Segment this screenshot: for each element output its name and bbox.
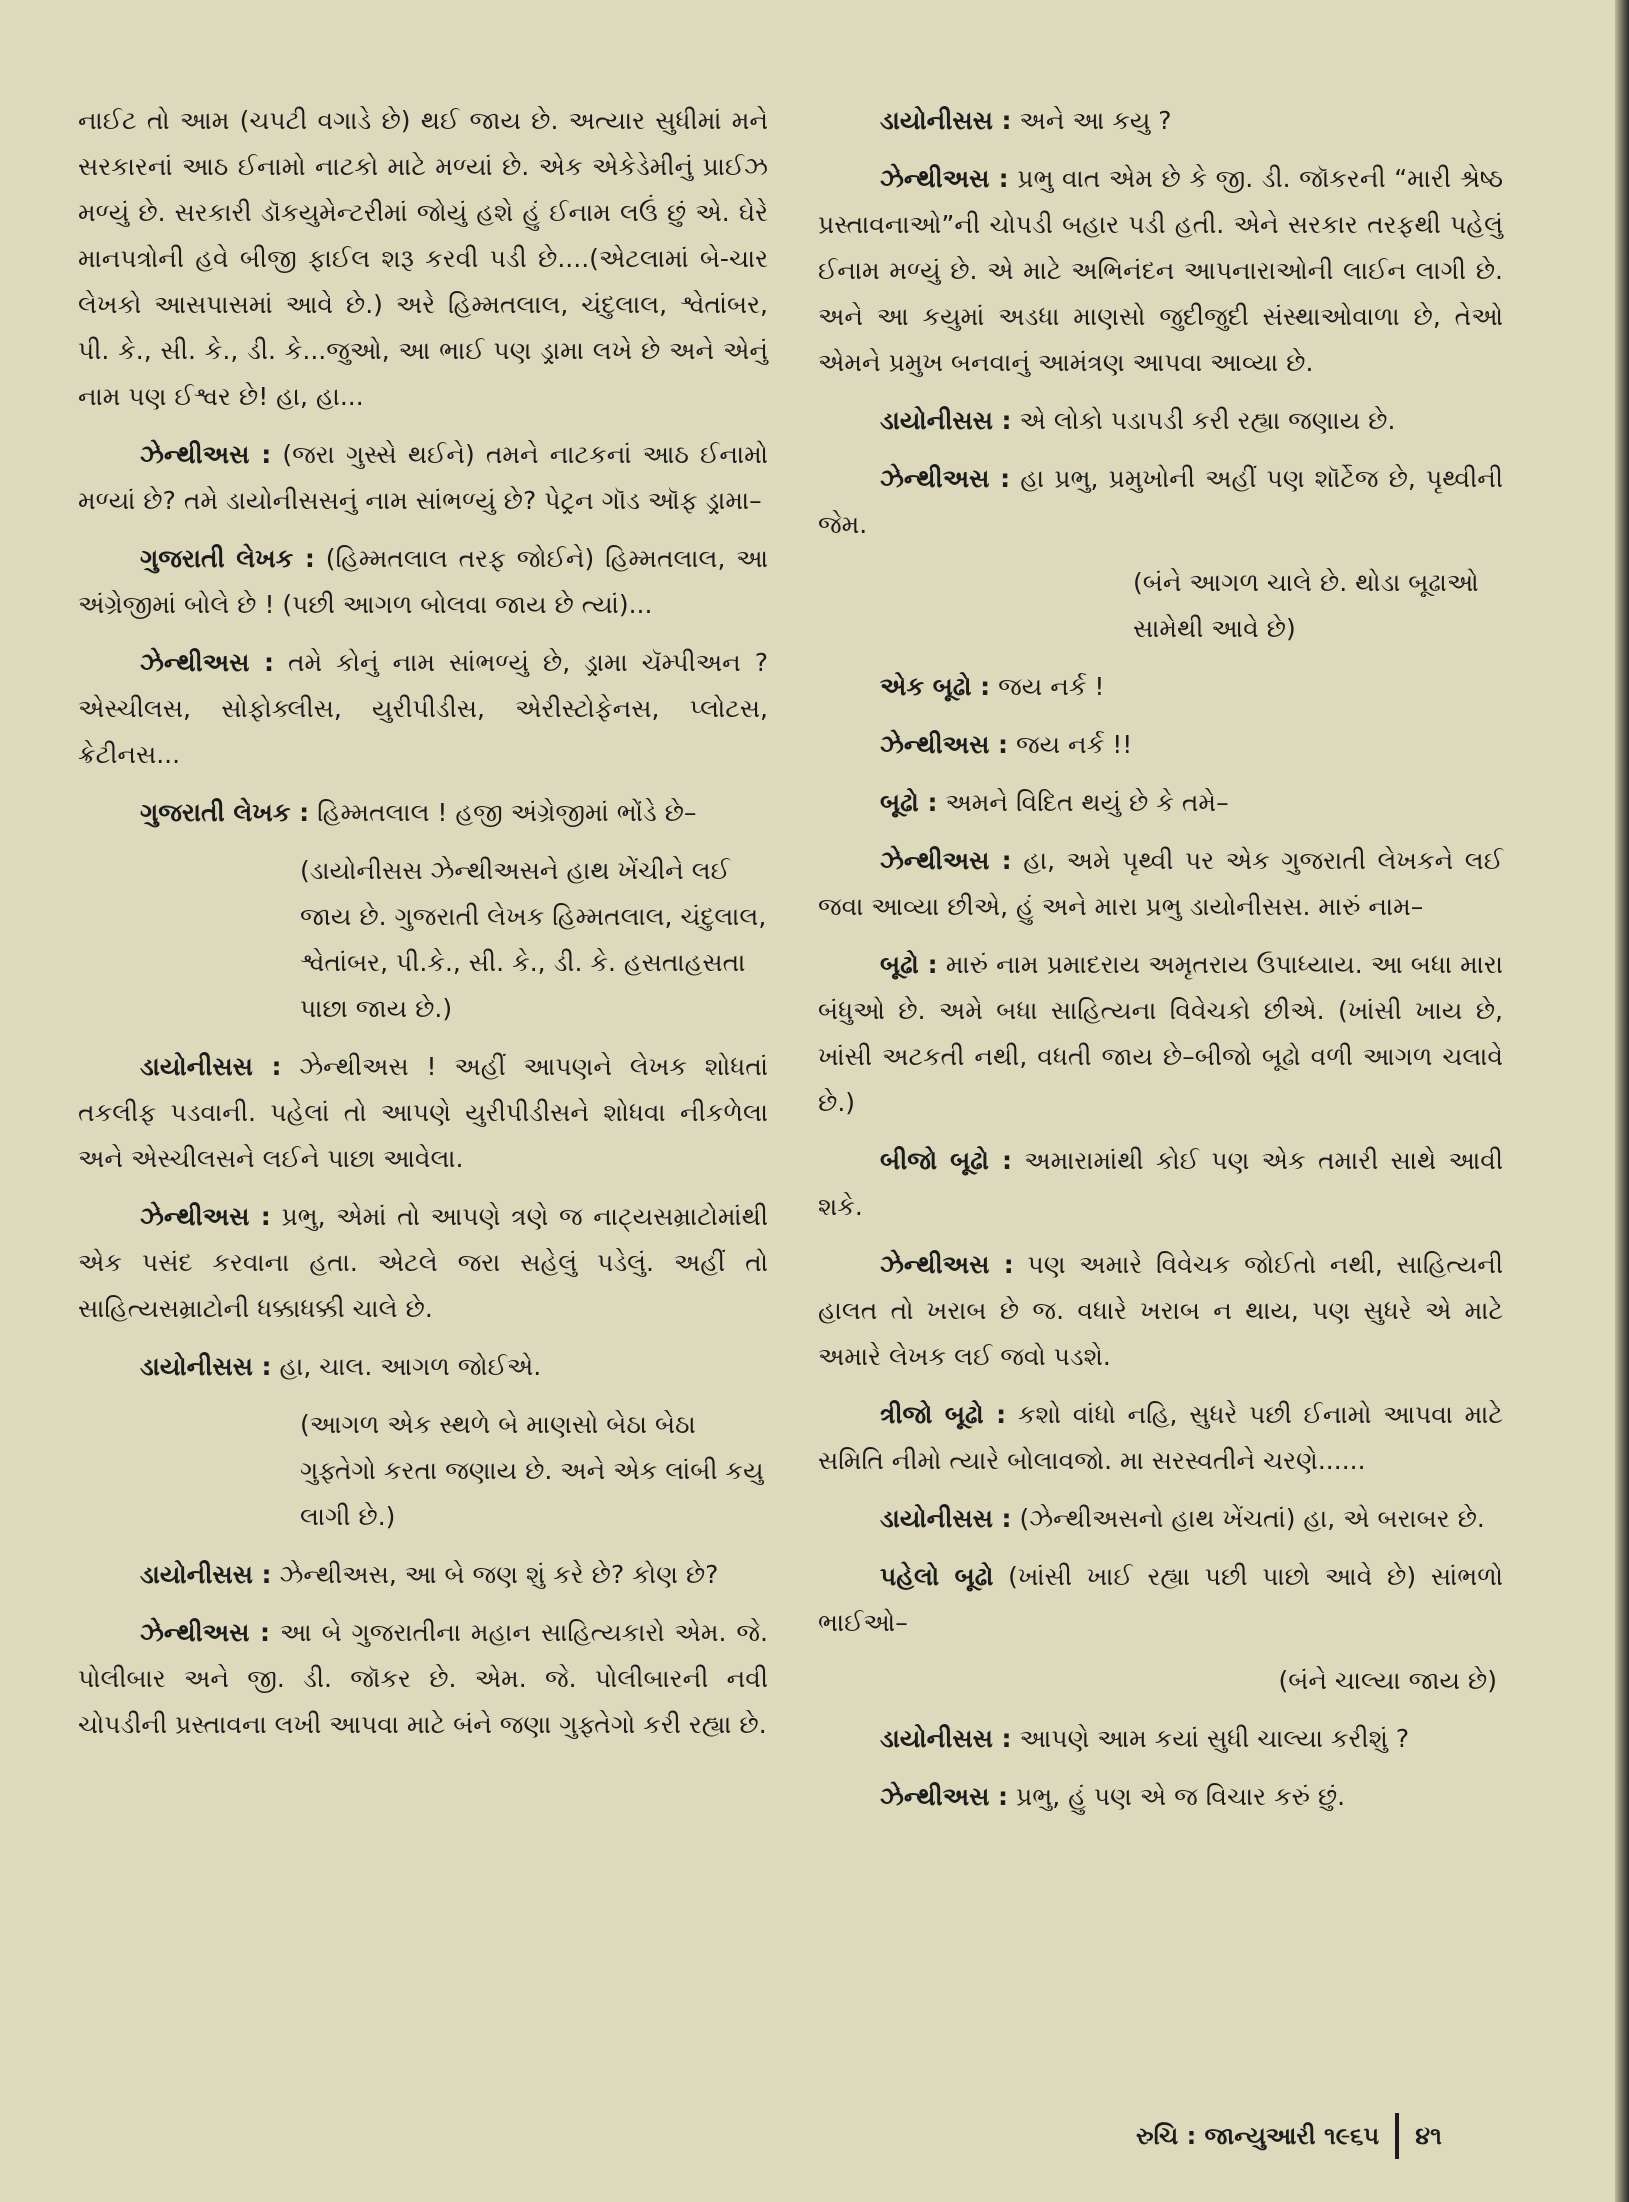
dialogue-paragraph (818, 456, 1503, 548)
dialogue-text: અમને વિદિત થયું છે કે તમે– (945, 788, 1229, 817)
speaker-name: ઝેન્થીઅસ : (880, 1782, 1009, 1811)
dialogue-text: (જરા ગુસ્સે થઈને) તમને નાટકનાં આઠ ઈનામો મળ્યાં છે? તમે ડાયોનીસસનું નામ સાંભળ્યું છે? પેટ્રન ગૉડ ઑફ ડ્રામા– (78, 440, 768, 515)
dialogue-paragraph (78, 432, 768, 524)
footer-divider (1395, 2113, 1399, 2159)
dialogue-paragraph (78, 790, 768, 836)
dialogue-paragraph (78, 1044, 768, 1182)
speaker-name: ઝેન્થીઅસ : (880, 846, 1012, 875)
speaker-name: ડાયોનીસસ : (140, 1352, 272, 1381)
speaker-name: ગુજરાતી લેખક : (140, 798, 310, 827)
left-column (78, 98, 768, 1760)
speaker-name: ઝેન્થીઅસ : (140, 440, 272, 469)
dialogue-paragraph (818, 1392, 1503, 1484)
dialogue-paragraph (818, 722, 1503, 768)
speaker-name: ડાયોનીસસ : (880, 1724, 1012, 1753)
dialogue-paragraph (818, 156, 1503, 386)
speaker-name: ડાયોનીસસ : (880, 106, 1012, 135)
speaker-name: ડાયોનીસસ : (140, 1560, 272, 1589)
dialogue-paragraph (78, 1194, 768, 1332)
dialogue-paragraph (818, 838, 1503, 930)
dialogue-text: આ બે ગુજરાતીના મહાન સાહિત્યકારો એમ. જે. પોલીબાર અને જી. ડી. જૉકર છે. એમ. જે. પોલીબારની નવી ચોપડીની પ્રસ્તાવના લખી આપવા માટે બંને જણા ગુફ્તેગો કરી રહ્યા છે. (78, 1618, 768, 1739)
speaker-name: ઝેન્થીઅસ : (140, 1202, 271, 1231)
speaker-name: ઝેન્થીઅસ : (880, 464, 1011, 493)
dialogue-text: ઝેન્થીઅસ ! અહીં આપણને લેખક શોધતાં તકલીફ પડવાની. પહેલાં તો આપણે યુરીપીડીસને શોધવા નીકળેલા અને એસ્ચીલસને લઈને પાછા આવેલા. (78, 1052, 768, 1173)
dialogue-text: હા, અમે પૃથ્વી પર એક ગુજરાતી લેખકને લઈ જવા આવ્યા છીએ, હું અને મારા પ્રભુ ડાયોનીસસ. મારું નામ– (818, 846, 1503, 921)
stage-direction: (બંને ચાલ્યા જાય છે) (1278, 1666, 1497, 1695)
dialogue-paragraph (78, 536, 768, 628)
dialogue-paragraph (818, 942, 1503, 1126)
dialogue-text: પ્રભુ વાત એમ છે કે જી. ડી. જૉકરની “મારી શ્રેષ્ઠ પ્રસ્તાવનાઓ”ની ચોપડી બહાર પડી હતી. એને સરકાર તરફથી પહેલું ઈનામ મળ્યું છે. એ માટે અભિનંદન આપનારાઓની લાઈન લાગી છે. અને આ કયુમાં અડધા માણસો જુદીજુદી સંસ્થાઓવાળા છે, તેઓ એમને પ્રમુખ બનવાનું આમંત્રણ આપવા આવ્યા છે. (818, 164, 1503, 377)
dialogue-text: પ્રભુ, એમાં તો આપણે ત્રણે જ નાટ્યસમ્રાટોમાંથી એક પસંદ કરવાના હતા. એટલે જરા સહેલું પડેલું. અહીં તો સાહિત્યસમ્રાટોની ધક્કાધક્કી ચાલે છે. (78, 1202, 769, 1323)
dialogue-text: અમારામાંથી કોઈ પણ એક તમારી સાથે આવી શકે. (818, 1146, 1504, 1221)
dialogue-text: (હિમ્મતલાલ તરફ જોઈને) હિમ્મતલાલ, આ અંગ્રેજીમાં બોલે છે ! (પછી આગળ બોલવા જાય છે ત્યાં)... (78, 544, 768, 619)
dialogue-text: હિમ્મતલાલ ! હજી અંગ્રેજીમાં ભોંડે છે– (317, 798, 697, 827)
speaker-name: ઝેન્થીઅસ : (140, 1618, 270, 1647)
dialogue-text: નાઈટ તો આમ (ચપટી વગાડે છે) થઈ જાય છે. અત્યાર સુધીમાં મને સરકારનાં આઠ ઈનામો નાટકો માટે મળ્યાં છે. એક એકેડેમીનું પ્રાઈઝ મળ્યું છે. સરકારી ડૉકયુમેન્ટરીમાં જોયું હશે હું ઈનામ લઉં છું એ. ઘેરે માનપત્રોની હવે બીજી ફાઈલ શરૂ કરવી પડી છે....(એટલામાં બે-ચાર લેખકો આસપાસમાં આવે છે.) અરે હિમ્મતલાલ, ચંદુલાલ, શ્વેતાંબર, પી. કે., સી. કે., ડી. કે...જુઓ, આ ભાઈ પણ ડ્રામા લખે છે અને એનું નામ પણ ઈશ્વર છે! હા, હા... (78, 106, 768, 411)
stage-direction: (બંને આગળ ચાલે છે. થોડા બૂઢાઓ સામેથી આવે છે) (1133, 568, 1479, 643)
speaker-name: ઝેન્થીઅસ : (140, 648, 275, 677)
dialogue-paragraph (818, 1554, 1503, 1646)
dialogue-text: મારું નામ પ્રમાદરાય અમૃતરાય ઉપાધ્યાય. આ બધા મારા બંધુઓ છે. અમે બધા સાહિત્યના વિવેચકો છીએ. (ખાંસી ખાય છે, ખાંસી અટકતી નથી, વધતી જાય છે–બીજો બૂઢો વળી આગળ ચલાવે છે.) (818, 950, 1503, 1117)
dialogue-paragraph (78, 1610, 768, 1748)
dialogue-text: હા, ચાલ. આગળ જોઈએ. (279, 1352, 542, 1381)
speaker-name: બૂઢો : (880, 788, 938, 817)
dialogue-paragraph (78, 640, 768, 778)
speaker-name: ગુજરાતી લેખક : (140, 544, 315, 573)
speaker-name: પહેલો બૂઢો (880, 1562, 994, 1591)
dialogue-paragraph (78, 1344, 768, 1390)
dialogue-text: અને આ કયુ ? (1019, 106, 1172, 135)
dialogue-paragraph (818, 398, 1503, 444)
speaker-name: બીજો બૂઢો : (880, 1146, 1012, 1175)
dialogue-text: જય નર્ક !! (1015, 730, 1133, 759)
magazine-issue: રુચિ : જાન્યુઆરી ૧૯૬૫ (1136, 2122, 1380, 2150)
dialogue-text: પણ અમારે વિવેચક જોઈતો નથી, સાહિત્યની હાલત તો ખરાબ છે જ. વધારે ખરાબ ન થાય, પણ સુધરે એ માટે અમારે લેખક લઈ જવો પડશે. (818, 1250, 1504, 1371)
speaker-name: ડાયોનીસસ : (880, 1504, 1012, 1533)
dialogue-text: કશો વાંધો નહિ, સુધરે પછી ઈનામો આપવા માટે સમિતિ નીમો ત્યારે બોલાવજો. મા સરસ્વતીને ચરણે...... (818, 1400, 1503, 1475)
speaker-name: ડાયોનીસસ : (140, 1052, 282, 1081)
dialogue-text: જય નર્ક ! (998, 672, 1105, 701)
dialogue-text: હા પ્રભુ, પ્રમુખોની અહીં પણ શૉર્ટેજ છે, પૃથ્વીની જેમ. (818, 464, 1503, 539)
dialogue-text: ઝેન્થીઅસ, આ બે જણ શું કરે છે? કોણ છે? (279, 1560, 719, 1589)
dialogue-paragraph (818, 1496, 1503, 1542)
page-edge-shadow (1615, 0, 1629, 2202)
speaker-name: બૂઢો : (880, 950, 938, 979)
dialogue-paragraph (78, 98, 768, 420)
dialogue-text: તમે કોનું નામ સાંભળ્યું છે, ડ્રામા ચૅમ્પીઅન ? એસ્ચીલસ, સોફોક્લીસ, યુરીપીડીસ, એરીસ્ટોફેનસ, પ્લોટસ, ક્રેટીનસ... (78, 648, 768, 769)
stage-direction: (ડાયોનીસસ ઝેન્થીઅસને હાથ ખેંચીને લઈ જાય છે. ગુજરાતી લેખક હિમ્મતલાલ, ચંદુલાલ, શ્વેતાંબર, પી.કે., સી. કે., ડી. કે. હસતાહસતા પાછા જાય છે.) (300, 856, 767, 1023)
page-footer (1136, 2113, 1442, 2159)
dialogue-text: આપણે આમ કયાં સુધી ચાલ્યા કરીશું ? (1019, 1724, 1410, 1753)
dialogue-paragraph (818, 780, 1503, 826)
dialogue-text: (ઝેન્થીઅસનો હાથ ખેંચતાં) હા, એ બરાબર છે. (1019, 1504, 1485, 1533)
speaker-name: એક બૂઢો : (880, 672, 991, 701)
speaker-name: ત્રીજો બૂઢો : (880, 1400, 1007, 1429)
dialogue-text: પ્રભુ, હું પણ એ જ વિચાર કરું છું. (1015, 1782, 1346, 1811)
dialogue-text: (ખાંસી ખાઈ રહ્યા પછી પાછો આવે છે) સાંભળો ભાઈઓ– (818, 1562, 1503, 1637)
speaker-name: ઝેન્થીઅસ : (880, 164, 1009, 193)
right-column (818, 98, 1503, 1832)
speaker-name: ઝેન્થીઅસ : (880, 1250, 1014, 1279)
dialogue-paragraph (818, 664, 1503, 710)
dialogue-text: એ લોકો પડાપડી કરી રહ્યા જણાય છે. (1019, 406, 1396, 435)
dialogue-paragraph (818, 98, 1503, 144)
dialogue-paragraph (818, 1138, 1503, 1230)
dialogue-paragraph (818, 1774, 1503, 1820)
stage-direction: (આગળ એક સ્થળે બે માણસો બેઠા બેઠા ગુફ્તેગો કરતા જણાય છે. અને એક લાંબી કયુ લાગી છે.) (300, 1410, 764, 1531)
speaker-name: ઝેન્થીઅસ : (880, 730, 1009, 759)
speaker-name: ડાયોનીસસ : (880, 406, 1012, 435)
dialogue-paragraph (818, 1242, 1503, 1380)
dialogue-paragraph (818, 1716, 1503, 1762)
page-number: ૪૧ (1415, 2122, 1442, 2150)
dialogue-paragraph (78, 1552, 768, 1598)
